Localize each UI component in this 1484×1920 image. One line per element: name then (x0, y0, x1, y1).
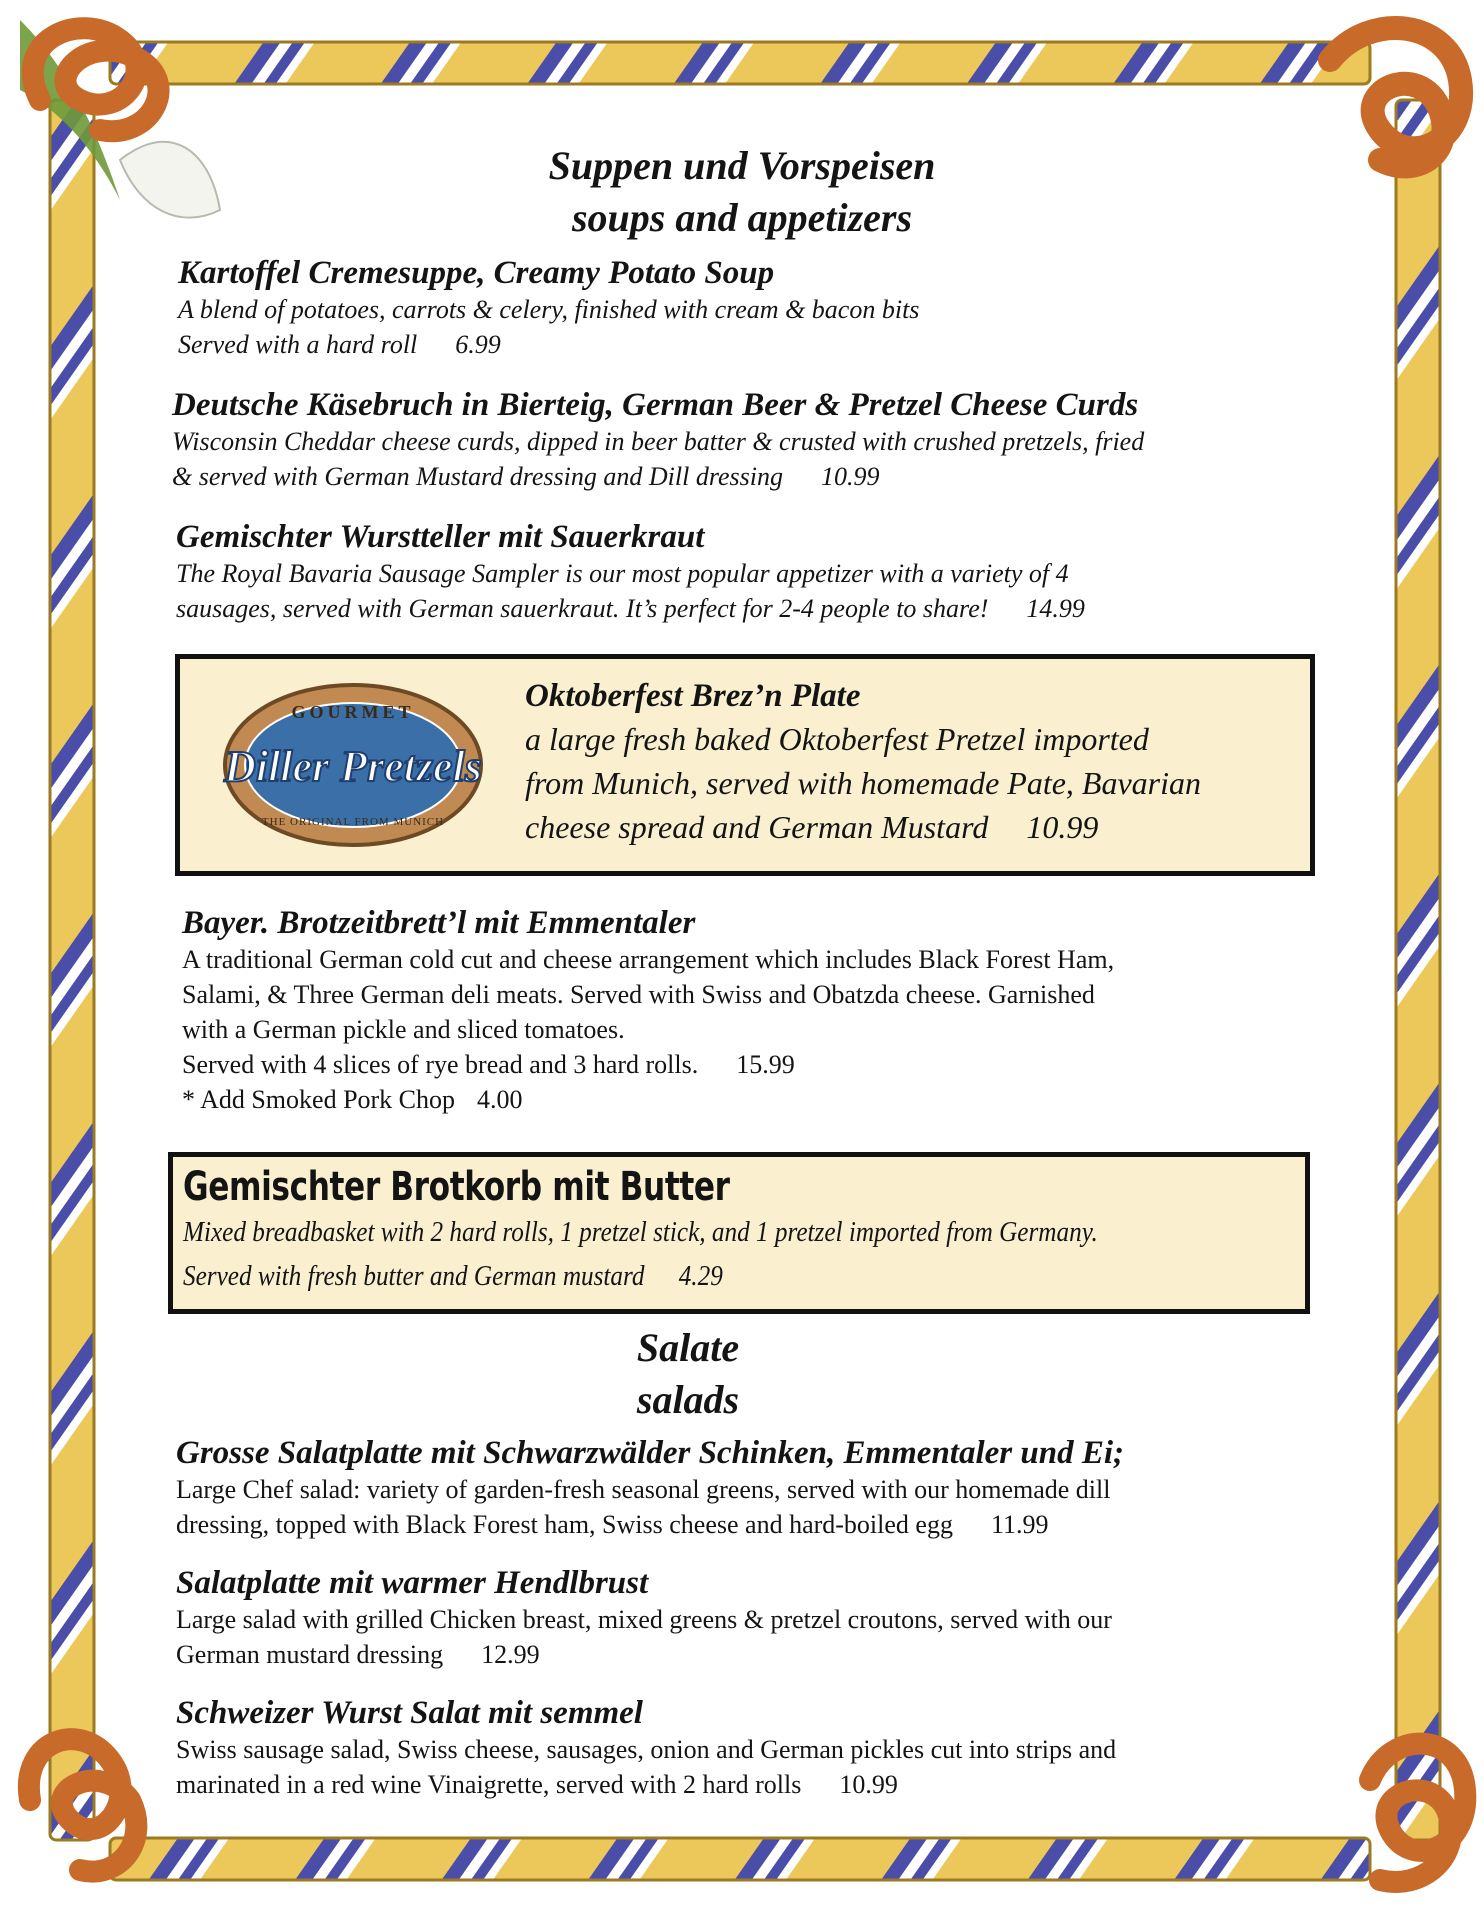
item-price: 10.99 (839, 1770, 898, 1799)
item-desc-last: cheese spread and German Mustard 10.99 (525, 805, 1201, 849)
item-desc-last: & served with German Mustard dressing and Dill dressing 10.99 (172, 459, 1144, 494)
menu-item-potato-soup (178, 254, 919, 362)
item-desc: Wisconsin Cheddar cheese curds, dipped in beer batter & crusted with crushed pretzels, fried (172, 427, 1145, 456)
item-price: 10.99 (1026, 809, 1099, 845)
menu-item-cheese-curds (172, 386, 1144, 494)
diller-pretzels-logo (188, 673, 518, 853)
item-desc: Large salad with grilled Chicken breast, mixed greens & pretzel croutons, served with our (176, 1605, 1112, 1634)
item-desc-last: dressing, topped with Black Forest ham, Swiss cheese and hard-boiled egg 11.99 (176, 1507, 1124, 1542)
item-desc-last: Served with fresh butter and German mustard 4.29 (183, 1255, 1098, 1299)
section-title-soups-de: Suppen und Vorspeisen (548, 143, 936, 188)
item-desc-last: marinated in a red wine Vinaigrette, served with 2 hard rolls 10.99 (176, 1767, 1116, 1802)
item-name: Oktoberfest Brez’n Plate (525, 678, 861, 714)
item-desc: with a German pickle and sliced tomatoes. (182, 1015, 625, 1044)
item-name: Salatplatte mit warmer Hendlbrust (176, 1565, 649, 1601)
logo-bottom-text: THE ORIGINAL FROM MUNICH (261, 816, 445, 828)
item-name: Schweizer Wurst Salat mit semmel (176, 1695, 643, 1731)
item-price: 10.99 (821, 462, 880, 491)
brezn-text (525, 675, 1201, 849)
section-title-salads-en: salads (636, 1377, 740, 1422)
item-desc: Large Chef salad: variety of garden-fresh seasonal greens, served with our homemade dill (176, 1475, 1111, 1504)
item-name: Deutsche Käsebruch in Bierteig, German Beer & Pretzel Cheese Curds (172, 387, 1139, 423)
featured-brezn-box (175, 654, 1315, 876)
item-desc: Swiss sausage salad, Swiss cheese, sausages, onion and German pickles cut into strips and (176, 1735, 1117, 1764)
item-desc: The Royal Bavaria Sausage Sampler is our most popular appetizer with a variety of 4 (176, 559, 1069, 588)
item-desc-last: Served with a hard roll 6.99 (178, 327, 919, 362)
item-price: 15.99 (736, 1050, 795, 1079)
item-price: 4.29 (678, 1261, 723, 1292)
addon-price: 4.00 (477, 1085, 523, 1114)
logo-top-text: GOURMET (291, 702, 415, 722)
featured-breadbasket-box (168, 1152, 1310, 1314)
item-desc-last: sausages, served with German sauerkraut. It’s perfect for 2-4 people to share! 14.99 (176, 591, 1085, 626)
item-desc: Salami, & Three German deli meats. Served with Swiss and Obatzda cheese. Garnished (182, 980, 1095, 1009)
menu-item-chicken-salad (176, 1564, 1112, 1672)
item-name: Gemischter Wurstteller mit Sauerkraut (176, 519, 705, 555)
item-name: Gemischter Brotkorb mit Butter (183, 1164, 730, 1210)
item-desc-last: German mustard dressing 12.99 (176, 1637, 1112, 1672)
section-title-soups-en: soups and appetizers (571, 195, 913, 240)
item-desc-last: Served with 4 slices of rye bread and 3 hard rolls. 15.99 (182, 1047, 1114, 1082)
item-price: 11.99 (990, 1510, 1049, 1539)
menu-item-brotzeitbrett (182, 904, 1114, 1117)
item-desc: Mixed breadbasket with 2 hard rolls, 1 pretzel stick, and 1 pretzel imported from Germany. (183, 1217, 1098, 1248)
item-price: 6.99 (455, 330, 501, 359)
menu-item-sausage-sampler (176, 518, 1085, 626)
menu-item-sausage-salad (176, 1694, 1116, 1802)
item-name: Grosse Salatplatte mit Schwarzwälder Schinken, Emmentaler und Ei; (176, 1435, 1124, 1471)
item-addon: * Add Smoked Pork Chop 4.00 (182, 1082, 1114, 1117)
item-desc: A blend of potatoes, carrots & celery, finished with cream & bacon bits (178, 295, 920, 324)
item-price: 14.99 (1026, 594, 1085, 623)
item-name: Kartoffel Cremesuppe, Creamy Potato Soup (178, 255, 775, 291)
logo-script-text: Diller Pretzels (224, 742, 482, 791)
section-title-salads-de: Salate (636, 1325, 740, 1370)
item-desc: A traditional German cold cut and cheese arrangement which includes Black Forest Ham, (182, 945, 1115, 974)
bread-text (183, 1163, 1199, 1299)
menu-item-chef-salad (176, 1434, 1124, 1542)
item-price: 12.99 (481, 1640, 540, 1669)
item-desc: from Munich, served with homemade Pate, Bavarian (525, 765, 1202, 801)
item-desc: a large fresh baked Oktoberfest Pretzel imported (525, 721, 1149, 757)
item-name: Bayer. Brotzeitbrett’l mit Emmentaler (182, 905, 696, 941)
